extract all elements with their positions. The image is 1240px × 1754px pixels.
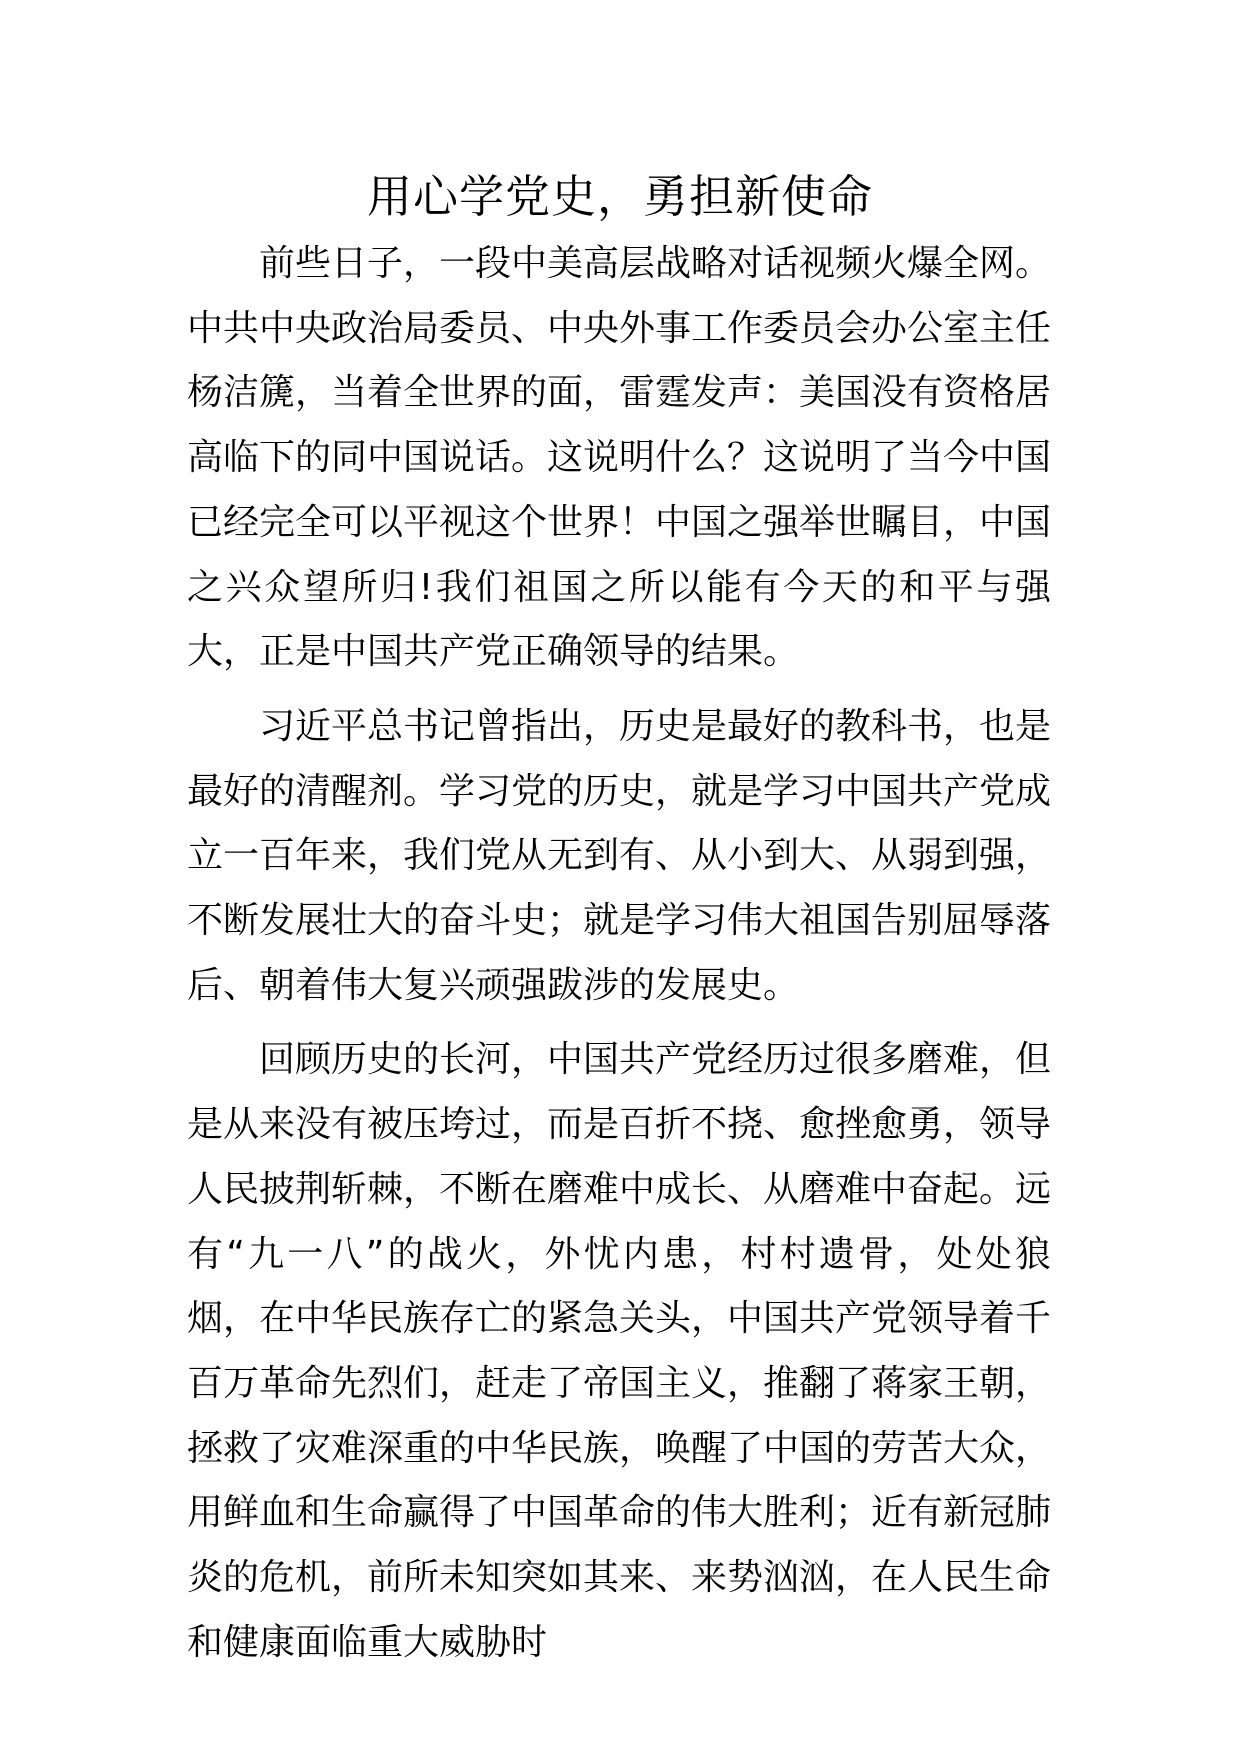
- paragraph-1: 前些日子，一段中美高层战略对话视频火爆全网。中共中央政治局委员、中央外事工作委员会办公室主任杨洁篪，当着全世界的面，雷霆发声：美国没有资格居高临下的同中国说话。这说明什么？这说明了当今中国已经完全可以平视这个世界！中国之强举世瞩目，中国之兴众望所归!我们祖国之所以能有今天的和平与强大，正是中国共产党正确领导的结果。: [187, 243, 1052, 673]
- paragraph-2: 习近平总书记曾指出，历史是最好的教科书，也是最好的清醒剂。学习党的历史，就是学习中国共产党成立一百年来，我们党从无到有、从小到大、从弱到强，不断发展壮大的奋斗史；就是学习伟大祖国告别屈辱落后、朝着伟大复兴顽强跋涉的发展史。: [187, 705, 1052, 1006]
- document-body: [187, 232, 1051, 1675]
- paragraph-3: 回顾历史的长河，中国共产党经历过很多磨难，但是从来没有被压垮过，而是百折不挠、愈挫愈勇，领导人民披荆斩棘，不断在磨难中成长、从磨难中奋起。远有“九一八”的战火，外忧内患，村村遗骨，处处狼烟，在中华民族存亡的紧急关头，中国共产党领导着千百万革命先烈们，赶走了帝国主义，推翻了蒋家王朝，拯救了灾难深重的中华民族，唤醒了中国的劳苦大众，用鲜血和生命赢得了中国革命的伟大胜利；近有新冠肺炎的危机，前所未知突如其来、来势汹汹，在人民生命和健康面临重大威胁时: [187, 1039, 1052, 1663]
- document-title: 用心学党史，勇担新使命: [366, 170, 873, 223]
